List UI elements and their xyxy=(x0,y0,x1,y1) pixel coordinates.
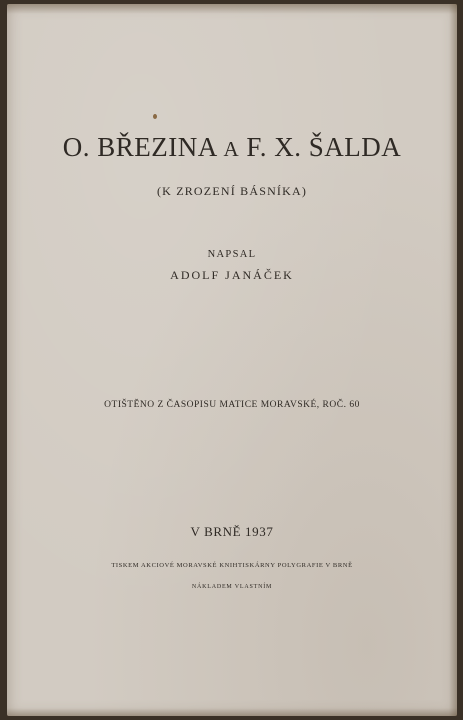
publisher-imprint: NÁKLADEM VLASTNÍM xyxy=(191,584,273,590)
title-conjunction: A xyxy=(223,137,240,161)
cover-title xyxy=(7,132,457,163)
paper-stain-right xyxy=(449,4,457,716)
author-label: NAPSAL xyxy=(207,249,257,260)
paper-speck xyxy=(153,114,157,119)
place-and-year: V BRNĚ 1937 xyxy=(190,524,274,539)
paper-stain-bottom xyxy=(7,708,457,716)
cover-subtitle: (K ZROZENÍ BÁSNÍKA) xyxy=(156,184,308,198)
title-part-brezina: O. BŘEZINA xyxy=(62,132,217,162)
printer-imprint: TISKEM AKCIOVÉ MORAVSKÉ KNIHTISKÁRNY POLYGRAFIE V BRNĚ xyxy=(111,562,353,569)
author-name: ADOLF JANÁČEK xyxy=(170,268,294,282)
reprint-note: OTIŠTĚNO Z ČASOPISU MATICE MORAVSKÉ, ROČ. 60 xyxy=(104,400,360,410)
book-cover xyxy=(7,4,457,716)
title-part-salda: F. X. ŠALDA xyxy=(246,132,402,162)
paper-stain-top xyxy=(7,4,457,14)
